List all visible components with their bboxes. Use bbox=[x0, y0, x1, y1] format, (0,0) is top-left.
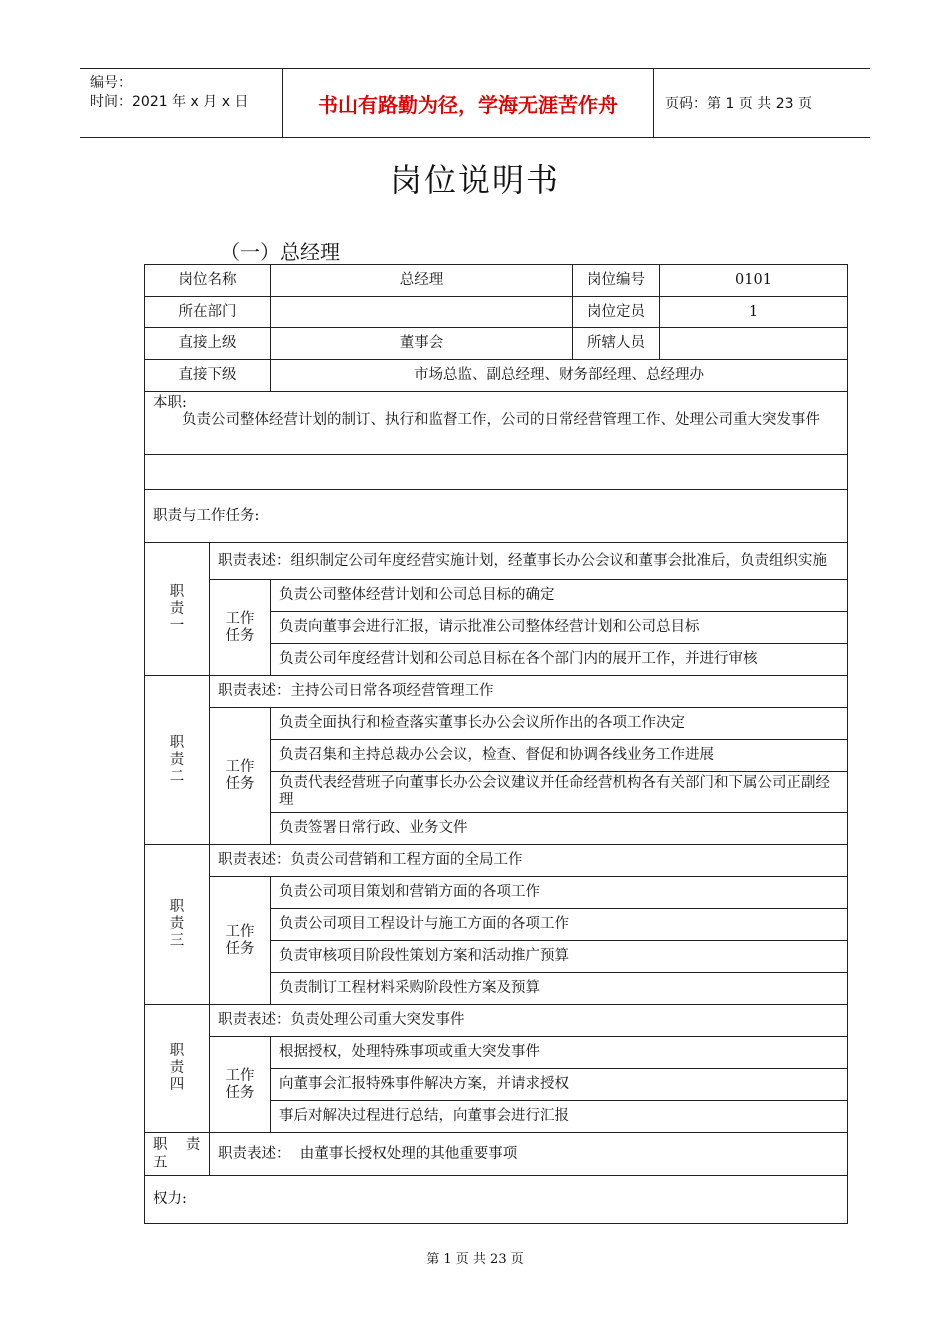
duty-1-name-text: 职责一 bbox=[169, 583, 185, 634]
table-row bbox=[145, 455, 848, 490]
subordinate-value: 市场总监、副总经理、财务部经理、总经理办 bbox=[271, 360, 848, 392]
task-label-text: 工作任务 bbox=[225, 1067, 255, 1101]
header-motto: 书山有路勤为径，学海无涯苦作舟 bbox=[282, 69, 654, 137]
duty-3-task-3: 负责审核项目阶段性策划方案和活动推广预算 bbox=[271, 941, 848, 973]
quota-value: 1 bbox=[660, 297, 848, 328]
section-title: （一）总经理 bbox=[220, 240, 340, 264]
duty-1-name bbox=[145, 543, 210, 676]
table-row bbox=[145, 1176, 848, 1224]
quota-label: 岗位定员 bbox=[573, 297, 660, 328]
responsibilities-label: 职责与工作任务: bbox=[145, 490, 848, 543]
table-row bbox=[145, 328, 848, 360]
duty-1-task-1: 负责公司整体经营计划和公司总目标的确定 bbox=[271, 580, 848, 612]
post-name-value: 总经理 bbox=[271, 265, 573, 297]
post-name-label: 岗位名称 bbox=[145, 265, 271, 297]
duty-intro-cell bbox=[145, 392, 848, 455]
duty-1-task-label bbox=[210, 580, 271, 676]
table-row bbox=[145, 490, 848, 543]
duty-4-task-3: 事后对解决过程进行总结，向董事会进行汇报 bbox=[271, 1101, 848, 1133]
table-row bbox=[145, 845, 848, 877]
duty-3-name-text: 职责三 bbox=[169, 899, 185, 949]
duty-3-task-4: 负责制订工程材料采购阶段性方案及预算 bbox=[271, 973, 848, 1005]
power-label: 权力: bbox=[145, 1176, 848, 1224]
table-row bbox=[145, 1037, 848, 1069]
staff-label: 所辖人员 bbox=[573, 328, 660, 360]
table-row bbox=[145, 360, 848, 392]
duty-intro-label: 本职: bbox=[153, 395, 187, 411]
table-row bbox=[145, 543, 848, 580]
duty-2-task-1: 负责全面执行和检查落实董事长办公会议所作出的各项工作决定 bbox=[271, 708, 848, 740]
staff-value bbox=[660, 328, 848, 360]
superior-value: 董事会 bbox=[271, 328, 573, 360]
job-description-table bbox=[144, 264, 848, 1224]
subordinate-label: 直接下级 bbox=[145, 360, 271, 392]
post-code-value: 0101 bbox=[660, 265, 848, 297]
superior-label: 直接上级 bbox=[145, 328, 271, 360]
duty-2-task-2: 负责召集和主持总裁办公会议，检查、督促和协调各线业务工作进展 bbox=[271, 740, 848, 772]
table-row bbox=[145, 676, 848, 708]
table-row bbox=[145, 877, 848, 909]
blank-row bbox=[145, 455, 848, 490]
duty-intro-text: 负责公司整体经营计划的制订、执行和监督工作，公司的日常经营管理工作、处理公司重大突发事件 bbox=[182, 412, 820, 428]
task-label-text: 工作任务 bbox=[225, 923, 255, 957]
duty-4-name-text: 职责四 bbox=[169, 1043, 185, 1093]
duty-2-statement: 职责表述：主持公司日常各项经营管理工作 bbox=[210, 676, 848, 708]
duty-2-task-3: 负责代表经营班子向董事长办公会议建议并任命经营机构各有关部门和下属公司正副经理 bbox=[271, 772, 848, 813]
duty-4-task-1: 根据授权，处理特殊事项或重大突发事件 bbox=[271, 1037, 848, 1069]
table-row bbox=[145, 297, 848, 328]
duty-2-task-label bbox=[210, 708, 271, 845]
duty-5-name-line2: 五 bbox=[153, 1155, 168, 1171]
task-label-text: 工作任务 bbox=[225, 759, 255, 792]
table-row bbox=[145, 392, 848, 455]
duty-2-name bbox=[145, 676, 210, 845]
dept-label: 所在部门 bbox=[145, 297, 271, 328]
duty-3-statement: 职责表述：负责公司营销和工程方面的全局工作 bbox=[210, 845, 848, 877]
duty-4-task-2: 向董事会汇报特殊事件解决方案，并请求授权 bbox=[271, 1069, 848, 1101]
duty-1-statement: 职责表述：组织制定公司年度经营实施计划，经董事长办公会议和董事会批准后，负责组织实施 bbox=[210, 543, 848, 580]
duty-4-task-label bbox=[210, 1037, 271, 1133]
duty-3-task-1: 负责公司项目策划和营销方面的各项工作 bbox=[271, 877, 848, 909]
table-row bbox=[145, 1133, 848, 1176]
page-footer: 第 1 页 共 23 页 bbox=[426, 1252, 524, 1267]
duty-3-task-label bbox=[210, 877, 271, 1005]
post-code-label: 岗位编号 bbox=[573, 265, 660, 297]
duty-4-statement: 职责表述：负责处理公司重大突发事件 bbox=[210, 1005, 848, 1037]
task-label-text: 工作任务 bbox=[225, 610, 255, 644]
table-row bbox=[145, 265, 848, 297]
duty-3-task-2: 负责公司项目工程设计与施工方面的各项工作 bbox=[271, 909, 848, 941]
number-label: 编号： bbox=[90, 75, 132, 91]
page-title: 岗位说明书 bbox=[389, 161, 560, 199]
duty-5-name-line1: 职 责 bbox=[153, 1137, 201, 1153]
table-row bbox=[145, 580, 848, 612]
duty-3-name bbox=[145, 845, 210, 1005]
duty-2-task-4: 负责签署日常行政、业务文件 bbox=[271, 813, 848, 845]
dept-value bbox=[271, 297, 573, 328]
header-page-info: 页码：第 1 页 共 23 页 bbox=[665, 96, 812, 112]
time-label: 时间：2021 年 x 月 x 日 bbox=[90, 94, 249, 110]
duty-1-task-3: 负责公司年度经营计划和公司总目标在各个部门内的展开工作，并进行审核 bbox=[271, 644, 848, 676]
document-header bbox=[80, 68, 870, 138]
duty-2-name-text: 职责二 bbox=[169, 734, 185, 785]
table-row bbox=[145, 1005, 848, 1037]
header-meta bbox=[80, 69, 280, 137]
table-row bbox=[145, 708, 848, 740]
duty-5-name bbox=[145, 1133, 210, 1176]
duty-4-name bbox=[145, 1005, 210, 1133]
duty-1-task-2: 负责向董事会进行汇报，请示批准公司整体经营计划和公司总目标 bbox=[271, 612, 848, 644]
duty-5-statement: 职责表述： 由董事长授权处理的其他重要事项 bbox=[210, 1133, 848, 1176]
